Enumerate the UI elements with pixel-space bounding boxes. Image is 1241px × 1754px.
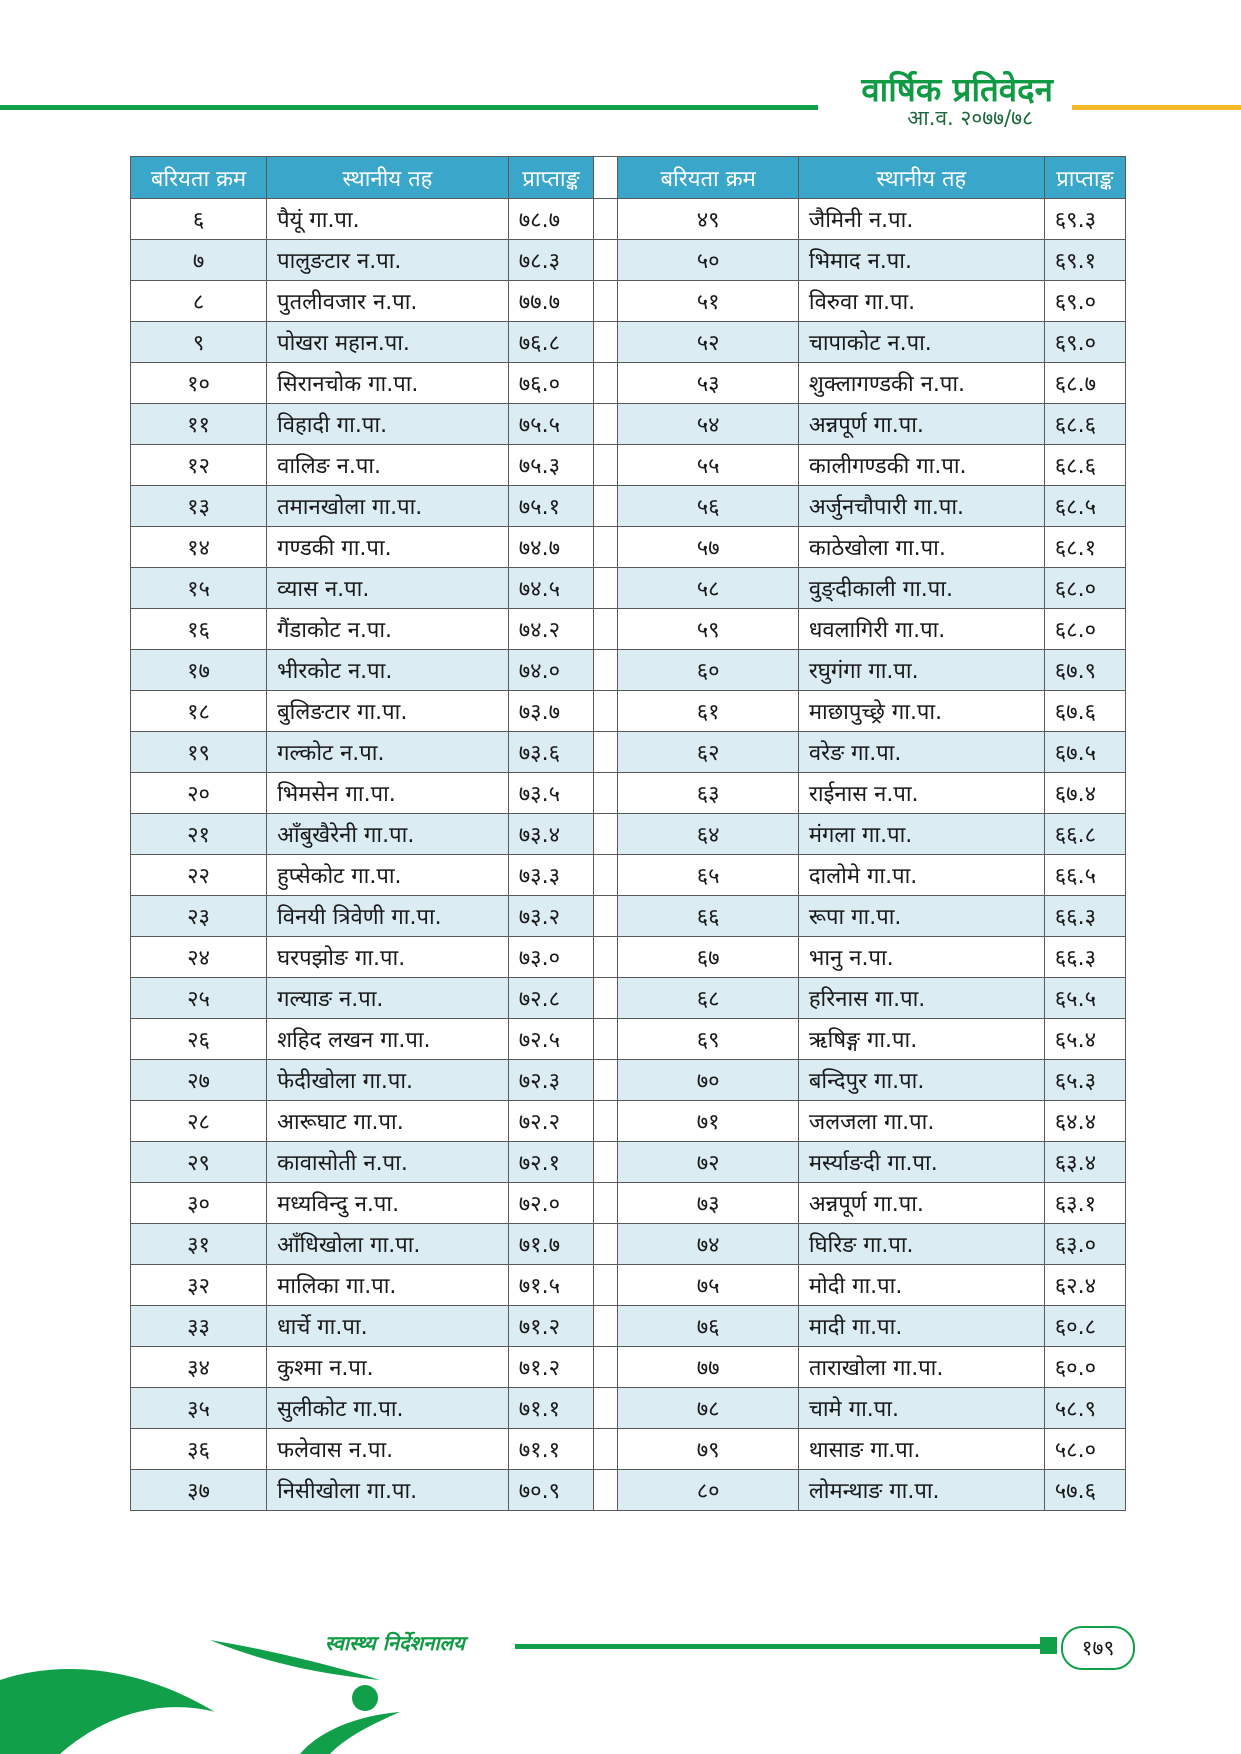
- score-cell: ६८.०: [1044, 568, 1125, 609]
- score-cell: ७५.५: [508, 404, 593, 445]
- rank-cell: ३०: [131, 1183, 267, 1224]
- rank-cell: १७: [131, 650, 267, 691]
- local-level-cell: काठेखोला गा.पा.: [798, 527, 1044, 568]
- table-row: [131, 322, 1126, 363]
- local-level-cell: मंगला गा.पा.: [798, 814, 1044, 855]
- score-cell: ६५.३: [1044, 1060, 1125, 1101]
- local-level-cell: कावासोती न.पा.: [267, 1142, 509, 1183]
- rank-cell: ८०: [618, 1470, 798, 1511]
- score-cell: ६२.४: [1044, 1265, 1125, 1306]
- table-row: [131, 1265, 1126, 1306]
- col-header-score-left: प्राप्ताङ्क: [508, 157, 593, 199]
- score-cell: ६५.५: [1044, 978, 1125, 1019]
- ranking-table: [130, 156, 1126, 1511]
- gap-cell: [594, 1306, 618, 1347]
- rank-cell: ५८: [618, 568, 798, 609]
- score-cell: ७८.३: [508, 240, 593, 281]
- local-level-cell: अन्नपूर्ण गा.पा.: [798, 1183, 1044, 1224]
- score-cell: ६५.४: [1044, 1019, 1125, 1060]
- score-cell: ६६.८: [1044, 814, 1125, 855]
- gap-cell: [594, 814, 618, 855]
- table-row: [131, 1429, 1126, 1470]
- local-level-cell: मोदी गा.पा.: [798, 1265, 1044, 1306]
- rank-cell: २६: [131, 1019, 267, 1060]
- score-cell: ७६.८: [508, 322, 593, 363]
- rank-cell: २९: [131, 1142, 267, 1183]
- score-cell: ६७.५: [1044, 732, 1125, 773]
- local-level-cell: सिरानचोक गा.पा.: [267, 363, 509, 404]
- local-level-cell: कुश्मा न.पा.: [267, 1347, 509, 1388]
- table-header-row: [131, 157, 1126, 199]
- score-cell: ७४.७: [508, 527, 593, 568]
- fiscal-year: आ.व. २०७७/७८: [907, 106, 1033, 130]
- table-row: [131, 896, 1126, 937]
- table-row: [131, 404, 1126, 445]
- local-level-cell: जलजला गा.पा.: [798, 1101, 1044, 1142]
- table-row: [131, 527, 1126, 568]
- local-level-cell: गैंडाकोट न.पा.: [267, 609, 509, 650]
- rank-cell: ३५: [131, 1388, 267, 1429]
- rank-cell: ७: [131, 240, 267, 281]
- local-level-cell: मादी गा.पा.: [798, 1306, 1044, 1347]
- gap-cell: [594, 609, 618, 650]
- rank-cell: ६१: [618, 691, 798, 732]
- table-row: [131, 1183, 1126, 1224]
- local-level-cell: भीरकोट न.पा.: [267, 650, 509, 691]
- rank-cell: २५: [131, 978, 267, 1019]
- footer-rule: [515, 1644, 1045, 1649]
- gap-cell: [594, 404, 618, 445]
- rank-cell: ३३: [131, 1306, 267, 1347]
- gap-cell: [594, 1060, 618, 1101]
- score-cell: ७१.१: [508, 1388, 593, 1429]
- rank-cell: २८: [131, 1101, 267, 1142]
- score-cell: ६७.४: [1044, 773, 1125, 814]
- table-row: [131, 445, 1126, 486]
- rank-cell: १६: [131, 609, 267, 650]
- rank-cell: ५०: [618, 240, 798, 281]
- table-row: [131, 1142, 1126, 1183]
- table-row: [131, 1470, 1126, 1511]
- rank-cell: ७९: [618, 1429, 798, 1470]
- rank-cell: ६७: [618, 937, 798, 978]
- gap-cell: [594, 199, 618, 240]
- gap-cell: [594, 650, 618, 691]
- gap-cell: [594, 486, 618, 527]
- gap-cell: [594, 240, 618, 281]
- score-cell: ७०.९: [508, 1470, 593, 1511]
- rank-cell: २७: [131, 1060, 267, 1101]
- rank-cell: ५५: [618, 445, 798, 486]
- table-row: [131, 1224, 1126, 1265]
- local-level-cell: फलेवास न.पा.: [267, 1429, 509, 1470]
- local-level-cell: वुङ्दीकाली गा.पा.: [798, 568, 1044, 609]
- rank-cell: ८: [131, 281, 267, 322]
- local-level-cell: धवलागिरी गा.पा.: [798, 609, 1044, 650]
- table-row: [131, 855, 1126, 896]
- score-cell: ७१.७: [508, 1224, 593, 1265]
- table-row: [131, 1060, 1126, 1101]
- gap-cell: [594, 937, 618, 978]
- rank-cell: ५७: [618, 527, 798, 568]
- local-level-cell: जैमिनी न.पा.: [798, 199, 1044, 240]
- gap-cell: [594, 1347, 618, 1388]
- gap-cell: [594, 1183, 618, 1224]
- local-level-cell: भानु न.पा.: [798, 937, 1044, 978]
- table-row: [131, 814, 1126, 855]
- local-level-cell: शहिद लखन गा.पा.: [267, 1019, 509, 1060]
- col-header-score-right: प्राप्ताङ्क: [1044, 157, 1125, 199]
- table-row: [131, 568, 1126, 609]
- local-level-cell: थासाङ गा.पा.: [798, 1429, 1044, 1470]
- score-cell: ७२.०: [508, 1183, 593, 1224]
- score-cell: ७२.२: [508, 1101, 593, 1142]
- rank-cell: ६३: [618, 773, 798, 814]
- score-cell: ७७.७: [508, 281, 593, 322]
- local-level-cell: बुलिङटार गा.पा.: [267, 691, 509, 732]
- score-cell: ६४.४: [1044, 1101, 1125, 1142]
- gap-cell: [594, 568, 618, 609]
- table-row: [131, 773, 1126, 814]
- local-level-cell: तमानखोला गा.पा.: [267, 486, 509, 527]
- score-cell: ७५.१: [508, 486, 593, 527]
- rank-cell: ७५: [618, 1265, 798, 1306]
- table-row: [131, 281, 1126, 322]
- local-level-cell: आँबुखैरेनी गा.पा.: [267, 814, 509, 855]
- col-header-rank-left: बरियता क्रम: [131, 157, 267, 199]
- table-row: [131, 486, 1126, 527]
- local-level-cell: घिरिङ गा.पा.: [798, 1224, 1044, 1265]
- gap-cell: [594, 1429, 618, 1470]
- score-cell: ७३.४: [508, 814, 593, 855]
- score-cell: ७३.२: [508, 896, 593, 937]
- rank-cell: १९: [131, 732, 267, 773]
- local-level-cell: घरपझोङ गा.पा.: [267, 937, 509, 978]
- score-cell: ७२.८: [508, 978, 593, 1019]
- score-cell: ७२.५: [508, 1019, 593, 1060]
- score-cell: ७२.३: [508, 1060, 593, 1101]
- rank-cell: ३४: [131, 1347, 267, 1388]
- score-cell: ६८.६: [1044, 404, 1125, 445]
- header-rule-green: [0, 105, 818, 110]
- local-level-cell: गल्कोट न.पा.: [267, 732, 509, 773]
- local-level-cell: मध्यविन्दु न.पा.: [267, 1183, 509, 1224]
- local-level-cell: चामे गा.पा.: [798, 1388, 1044, 1429]
- rank-cell: ७३: [618, 1183, 798, 1224]
- table-row: [131, 691, 1126, 732]
- local-level-cell: व्यास न.पा.: [267, 568, 509, 609]
- local-level-cell: रघुगंगा गा.पा.: [798, 650, 1044, 691]
- score-cell: ६८.५: [1044, 486, 1125, 527]
- local-level-cell: आरूघाट गा.पा.: [267, 1101, 509, 1142]
- score-cell: ७३.६: [508, 732, 593, 773]
- gap-cell: [594, 978, 618, 1019]
- score-cell: ५८.०: [1044, 1429, 1125, 1470]
- table-row: [131, 1101, 1126, 1142]
- score-cell: ७३.५: [508, 773, 593, 814]
- rank-cell: २२: [131, 855, 267, 896]
- table-row: [131, 1019, 1126, 1060]
- header-rule-yellow: [1072, 105, 1241, 110]
- rank-cell: १३: [131, 486, 267, 527]
- footer-organization: स्वास्थ्य निर्देशनालय: [325, 1631, 465, 1655]
- table-row: [131, 240, 1126, 281]
- rank-cell: ३१: [131, 1224, 267, 1265]
- rank-cell: १५: [131, 568, 267, 609]
- local-level-cell: भिमाद न.पा.: [798, 240, 1044, 281]
- score-cell: ६७.६: [1044, 691, 1125, 732]
- score-cell: ६६.३: [1044, 937, 1125, 978]
- table-row: [131, 609, 1126, 650]
- gap-cell: [594, 363, 618, 404]
- local-level-cell: चापाकोट न.पा.: [798, 322, 1044, 363]
- score-cell: ७३.०: [508, 937, 593, 978]
- local-level-cell: अन्नपूर्ण गा.पा.: [798, 404, 1044, 445]
- table-row: [131, 1306, 1126, 1347]
- rank-cell: ६९: [618, 1019, 798, 1060]
- rank-cell: ११: [131, 404, 267, 445]
- score-cell: ७४.२: [508, 609, 593, 650]
- score-cell: ६८.१: [1044, 527, 1125, 568]
- score-cell: ६९.१: [1044, 240, 1125, 281]
- local-level-cell: मर्स्याङदी गा.पा.: [798, 1142, 1044, 1183]
- local-level-cell: पुतलीवजार न.पा.: [267, 281, 509, 322]
- score-cell: ७२.१: [508, 1142, 593, 1183]
- gap-cell: [594, 445, 618, 486]
- gap-cell: [594, 1019, 618, 1060]
- rank-cell: ५४: [618, 404, 798, 445]
- rank-cell: ५६: [618, 486, 798, 527]
- rank-cell: ३६: [131, 1429, 267, 1470]
- rank-cell: २३: [131, 896, 267, 937]
- score-cell: ६६.३: [1044, 896, 1125, 937]
- page-number: १७९: [1061, 1626, 1135, 1670]
- rank-cell: ५२: [618, 322, 798, 363]
- rank-cell: ७१: [618, 1101, 798, 1142]
- rank-cell: ७४: [618, 1224, 798, 1265]
- local-level-cell: कालीगण्डकी गा.पा.: [798, 445, 1044, 486]
- gap-cell: [594, 691, 618, 732]
- local-level-cell: पालुङटार न.पा.: [267, 240, 509, 281]
- gap-cell: [594, 855, 618, 896]
- local-level-cell: माछापुच्छ्रे गा.पा.: [798, 691, 1044, 732]
- table-row: [131, 1347, 1126, 1388]
- local-level-cell: हुप्सेकोट गा.पा.: [267, 855, 509, 896]
- table-row: [131, 937, 1126, 978]
- gap-cell: [594, 1265, 618, 1306]
- local-level-cell: रूपा गा.पा.: [798, 896, 1044, 937]
- local-level-cell: सुलीकोट गा.पा.: [267, 1388, 509, 1429]
- score-cell: ६०.८: [1044, 1306, 1125, 1347]
- rank-cell: ६४: [618, 814, 798, 855]
- local-level-cell: मालिका गा.पा.: [267, 1265, 509, 1306]
- score-cell: ७१.१: [508, 1429, 593, 1470]
- table-row: [131, 363, 1126, 404]
- score-cell: ६८.७: [1044, 363, 1125, 404]
- local-level-cell: विरुवा गा.पा.: [798, 281, 1044, 322]
- rank-cell: १४: [131, 527, 267, 568]
- rank-cell: ६२: [618, 732, 798, 773]
- score-cell: ६०.०: [1044, 1347, 1125, 1388]
- local-level-cell: बन्दिपुर गा.पा.: [798, 1060, 1044, 1101]
- score-cell: ७८.७: [508, 199, 593, 240]
- col-header-rank-right: बरियता क्रम: [618, 157, 798, 199]
- rank-cell: ६०: [618, 650, 798, 691]
- score-cell: ७१.२: [508, 1347, 593, 1388]
- gap-cell: [594, 896, 618, 937]
- rank-cell: ६५: [618, 855, 798, 896]
- local-level-cell: हरिनास गा.पा.: [798, 978, 1044, 1019]
- rank-cell: ७२: [618, 1142, 798, 1183]
- score-cell: ६९.०: [1044, 281, 1125, 322]
- local-level-cell: विनयी त्रिवेणी गा.पा.: [267, 896, 509, 937]
- score-cell: ६९.३: [1044, 199, 1125, 240]
- score-cell: ६६.५: [1044, 855, 1125, 896]
- gap-cell: [594, 1388, 618, 1429]
- table-row: [131, 1388, 1126, 1429]
- local-level-cell: गल्याङ न.पा.: [267, 978, 509, 1019]
- score-cell: ७१.२: [508, 1306, 593, 1347]
- score-cell: ६३.४: [1044, 1142, 1125, 1183]
- local-level-cell: भिमसेन गा.पा.: [267, 773, 509, 814]
- rank-cell: १८: [131, 691, 267, 732]
- rank-cell: ७८: [618, 1388, 798, 1429]
- local-level-cell: राईनास न.पा.: [798, 773, 1044, 814]
- local-level-cell: धार्चे गा.पा.: [267, 1306, 509, 1347]
- score-cell: ६३.०: [1044, 1224, 1125, 1265]
- gap-cell: [594, 732, 618, 773]
- rank-cell: १०: [131, 363, 267, 404]
- local-level-cell: निसीखोला गा.पा.: [267, 1470, 509, 1511]
- gap-cell: [594, 1224, 618, 1265]
- table-row: [131, 650, 1126, 691]
- rank-cell: ५९: [618, 609, 798, 650]
- score-cell: ७३.३: [508, 855, 593, 896]
- col-header-local-level-left: स्थानीय तह: [267, 157, 509, 199]
- local-level-cell: लोमन्थाङ गा.पा.: [798, 1470, 1044, 1511]
- score-cell: ७६.०: [508, 363, 593, 404]
- score-cell: ७४.०: [508, 650, 593, 691]
- score-cell: ६८.६: [1044, 445, 1125, 486]
- local-level-cell: पैयूं गा.पा.: [267, 199, 509, 240]
- local-level-cell: शुक्लागण्डकी न.पा.: [798, 363, 1044, 404]
- local-level-cell: अर्जुनचौपारी गा.पा.: [798, 486, 1044, 527]
- local-level-cell: वालिङ न.पा.: [267, 445, 509, 486]
- score-cell: ६९.०: [1044, 322, 1125, 363]
- rank-cell: ७६: [618, 1306, 798, 1347]
- rank-cell: ९: [131, 322, 267, 363]
- rank-cell: १२: [131, 445, 267, 486]
- rank-cell: ५१: [618, 281, 798, 322]
- table-row: [131, 732, 1126, 773]
- local-level-cell: ताराखोला गा.पा.: [798, 1347, 1044, 1388]
- table-body: [131, 199, 1126, 1511]
- local-level-cell: वरेङ गा.पा.: [798, 732, 1044, 773]
- col-gap: [594, 157, 618, 199]
- table-row: [131, 199, 1126, 240]
- score-cell: ७५.३: [508, 445, 593, 486]
- score-cell: ६३.१: [1044, 1183, 1125, 1224]
- score-cell: ७३.७: [508, 691, 593, 732]
- col-header-local-level-right: स्थानीय तह: [798, 157, 1044, 199]
- gap-cell: [594, 773, 618, 814]
- local-level-cell: ऋषिङ्ग गा.पा.: [798, 1019, 1044, 1060]
- score-cell: ७१.५: [508, 1265, 593, 1306]
- local-level-cell: फेदीखोला गा.पा.: [267, 1060, 509, 1101]
- rank-cell: ६६: [618, 896, 798, 937]
- footer-rule-end: [1040, 1637, 1057, 1654]
- gap-cell: [594, 1142, 618, 1183]
- local-level-cell: आँधिखोला गा.पा.: [267, 1224, 509, 1265]
- gap-cell: [594, 1470, 618, 1511]
- rank-cell: ६: [131, 199, 267, 240]
- gap-cell: [594, 1101, 618, 1142]
- score-cell: ७४.५: [508, 568, 593, 609]
- gap-cell: [594, 527, 618, 568]
- table-row: [131, 978, 1126, 1019]
- rank-cell: ७७: [618, 1347, 798, 1388]
- local-level-cell: विहादी गा.पा.: [267, 404, 509, 445]
- gap-cell: [594, 322, 618, 363]
- score-cell: ६८.०: [1044, 609, 1125, 650]
- local-level-cell: दालोमे गा.पा.: [798, 855, 1044, 896]
- rank-cell: २०: [131, 773, 267, 814]
- local-level-cell: पोखरा महान.पा.: [267, 322, 509, 363]
- rank-cell: २४: [131, 937, 267, 978]
- report-title: वार्षिक प्रतिवेदन: [861, 70, 1053, 109]
- rank-cell: ४९: [618, 199, 798, 240]
- gap-cell: [594, 281, 618, 322]
- local-level-cell: गण्डकी गा.पा.: [267, 527, 509, 568]
- rank-cell: ३२: [131, 1265, 267, 1306]
- rank-cell: ६८: [618, 978, 798, 1019]
- rank-cell: ५३: [618, 363, 798, 404]
- score-cell: ६७.९: [1044, 650, 1125, 691]
- rank-cell: ३७: [131, 1470, 267, 1511]
- rank-cell: २१: [131, 814, 267, 855]
- score-cell: ५८.९: [1044, 1388, 1125, 1429]
- score-cell: ५७.६: [1044, 1470, 1125, 1511]
- rank-cell: ७०: [618, 1060, 798, 1101]
